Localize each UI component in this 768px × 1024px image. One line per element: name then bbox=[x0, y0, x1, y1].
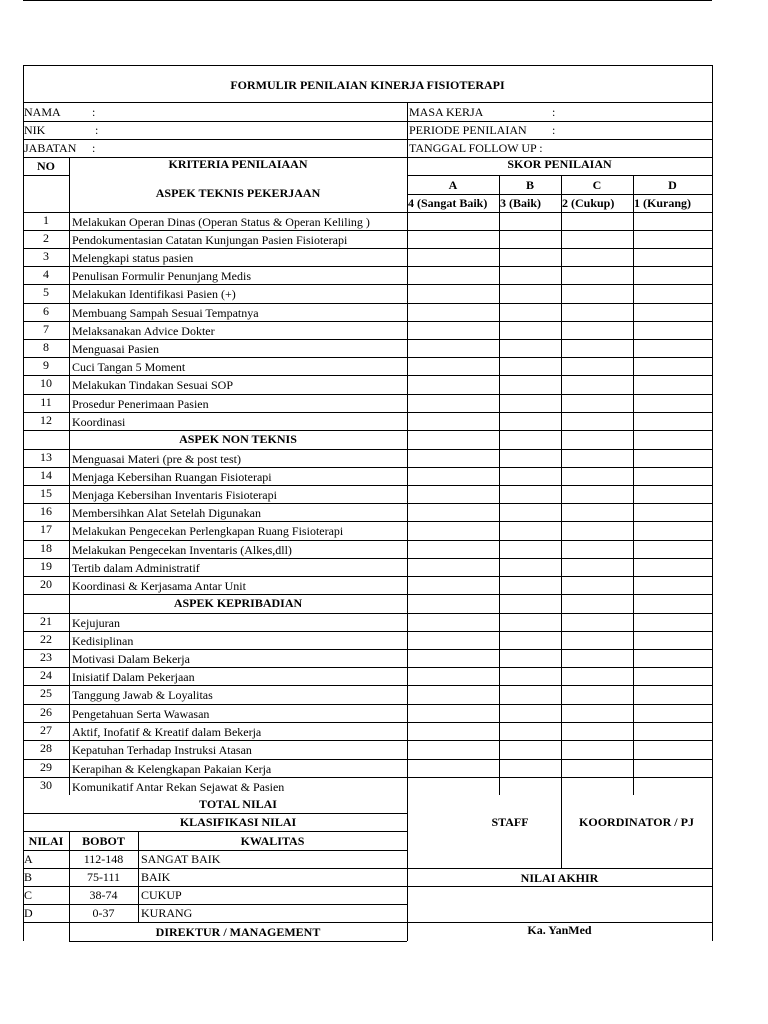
row-number: 15 bbox=[40, 486, 52, 500]
grid-line bbox=[23, 139, 712, 140]
criteria-text: Membersihkan Alat Setelah Digunakan bbox=[72, 506, 261, 520]
grid-line bbox=[23, 649, 712, 650]
field-label: NAMA bbox=[24, 105, 61, 119]
row-number: 7 bbox=[43, 322, 49, 336]
grid-line bbox=[407, 868, 712, 869]
row-number: 12 bbox=[40, 413, 52, 427]
row-number: 26 bbox=[40, 705, 52, 719]
grid-line bbox=[23, 904, 407, 905]
grid-line bbox=[138, 831, 139, 922]
criteria-text: Melaksanakan Advice Dokter bbox=[72, 324, 215, 338]
grid-line bbox=[407, 175, 712, 176]
row-number: 16 bbox=[40, 504, 52, 518]
grid-line bbox=[69, 941, 407, 942]
field-label: NIK bbox=[24, 123, 46, 137]
grid-line bbox=[23, 850, 407, 851]
row-number: 19 bbox=[40, 559, 52, 573]
row-number: 22 bbox=[40, 632, 52, 646]
grid-line bbox=[23, 777, 712, 778]
criteria-text: Kerapihan & Kelengkapan Pakaian Kerja bbox=[72, 762, 272, 776]
criteria-text: Melakukan Pengecekan Perlengkapan Ruang Fisioterapi bbox=[72, 524, 344, 538]
grid-line bbox=[561, 175, 562, 868]
criteria-text: Melakukan Operan Dinas (Operan Status & Operan Keliling ) bbox=[72, 215, 370, 229]
grid-line bbox=[23, 576, 712, 577]
field-colon: : bbox=[552, 105, 556, 119]
row-number: 17 bbox=[40, 522, 52, 536]
score-col-letter: B bbox=[525, 178, 534, 192]
col-bobot: BOBOT bbox=[82, 834, 125, 848]
score-col-label: 4 (Sangat Baik) bbox=[408, 196, 488, 210]
grid-line bbox=[23, 339, 712, 340]
row-number: 3 bbox=[43, 249, 49, 263]
row-number: 29 bbox=[40, 760, 52, 774]
direktur-label: DIREKTUR / MANAGEMENT bbox=[155, 925, 321, 939]
grid-line bbox=[23, 631, 712, 632]
klasifikasi-title: KLASIFIKASI NILAI bbox=[179, 815, 297, 829]
grade-letter: B bbox=[24, 870, 33, 884]
criteria-text: Menguasai Pasien bbox=[72, 342, 159, 356]
row-number: 23 bbox=[40, 650, 52, 664]
field-label: MASA KERJA bbox=[409, 105, 484, 119]
criteria-text: Pengetahuan Serta Wawasan bbox=[72, 707, 210, 721]
criteria-text: Melengkapi status pasien bbox=[72, 251, 194, 265]
nilai-akhir-label: NILAI AKHIR bbox=[520, 871, 599, 885]
row-number: 8 bbox=[43, 340, 49, 354]
field-colon: : bbox=[95, 123, 99, 137]
grid-line bbox=[23, 722, 712, 723]
criteria-text: Cuci Tangan 5 Moment bbox=[72, 360, 186, 374]
total-label: TOTAL NILAI bbox=[199, 797, 277, 811]
grid-line bbox=[23, 248, 712, 249]
grid-line bbox=[23, 521, 712, 522]
row-number: 6 bbox=[43, 304, 49, 318]
row-number: 10 bbox=[40, 376, 52, 390]
grid-line bbox=[23, 540, 712, 541]
grid-line bbox=[23, 375, 712, 376]
grid-line bbox=[23, 0, 712, 1]
criteria-text: Melakukan Tindakan Sesuai SOP bbox=[72, 378, 234, 392]
grade-quality: KURANG bbox=[141, 906, 193, 920]
grid-line bbox=[407, 886, 712, 887]
form-title: FORMULIR PENILAIAN KINERJA FISIOTERAPI bbox=[230, 78, 505, 92]
field-colon: : bbox=[92, 105, 96, 119]
header-no: NO bbox=[37, 159, 55, 173]
grid-line bbox=[23, 449, 712, 450]
frame-top bbox=[23, 65, 712, 66]
criteria-text: Menguasai Materi (pre & post test) bbox=[72, 452, 241, 466]
grid-line bbox=[69, 157, 70, 795]
section-heading: ASPEK TEKNIS PEKERJAAN bbox=[155, 186, 321, 200]
grid-line bbox=[23, 467, 712, 468]
row-number: 30 bbox=[40, 778, 52, 792]
row-number: 18 bbox=[40, 541, 52, 555]
grid-line bbox=[633, 175, 634, 795]
grid-line bbox=[23, 230, 712, 231]
row-number: 27 bbox=[40, 723, 52, 737]
criteria-text: Koordinasi & Kerjasama Antar Unit bbox=[72, 579, 246, 593]
grade-letter: C bbox=[24, 888, 33, 902]
grid-line bbox=[407, 102, 408, 157]
koordinator-label: KOORDINATOR / PJ bbox=[579, 815, 694, 829]
grid-line bbox=[23, 284, 712, 285]
grid-line bbox=[69, 831, 70, 941]
score-col-label: 3 (Baik) bbox=[500, 196, 542, 210]
grid-line bbox=[23, 212, 712, 213]
grid-line bbox=[23, 613, 712, 614]
grid-line bbox=[23, 321, 712, 322]
frame-right bbox=[712, 65, 713, 941]
criteria-text: Motivasi Dalam Bekerja bbox=[72, 652, 190, 666]
grade-quality: SANGAT BAIK bbox=[141, 852, 221, 866]
header-criteria: KRITERIA PENILAIAAN bbox=[168, 157, 308, 171]
row-number: 20 bbox=[40, 577, 52, 591]
grid-line bbox=[23, 175, 69, 176]
row-number: 4 bbox=[43, 267, 49, 281]
grid-line bbox=[23, 303, 712, 304]
grid-line bbox=[23, 558, 712, 559]
grid-line bbox=[23, 886, 407, 887]
row-number: 9 bbox=[43, 358, 49, 372]
grid-line bbox=[23, 594, 712, 595]
score-col-letter: C bbox=[592, 178, 602, 192]
grid-line bbox=[407, 157, 408, 941]
criteria-text: Tertib dalam Administratif bbox=[72, 561, 200, 575]
criteria-text: Aktif, Inofatif & Kreatif dalam Bekerja bbox=[72, 725, 262, 739]
score-col-label: 2 (Cukup) bbox=[562, 196, 615, 210]
grid-line bbox=[23, 430, 712, 431]
row-number: 11 bbox=[40, 395, 52, 409]
criteria-text: Penulisan Formulir Penunjang Medis bbox=[72, 269, 251, 283]
staff-label: STAFF bbox=[491, 815, 529, 829]
field-colon: : bbox=[552, 123, 556, 137]
criteria-text: Kepatuhan Terhadap Instruksi Atasan bbox=[72, 743, 252, 757]
score-col-letter: D bbox=[668, 178, 677, 192]
grid-line bbox=[23, 412, 712, 413]
grade-letter: A bbox=[24, 852, 33, 866]
grid-line bbox=[23, 759, 712, 760]
criteria-text: Komunikatif Antar Rekan Sejawat & Pasien bbox=[72, 780, 285, 794]
criteria-text: Kedisiplinan bbox=[72, 634, 134, 648]
kayanmed-label: Ka. YanMed bbox=[527, 923, 592, 937]
criteria-text: Tanggung Jawab & Loyalitas bbox=[72, 688, 213, 702]
grid-line bbox=[23, 704, 712, 705]
criteria-text: Prosedur Penerimaan Pasien bbox=[72, 397, 209, 411]
row-number: 25 bbox=[40, 686, 52, 700]
grid-line bbox=[23, 485, 712, 486]
grid-line bbox=[23, 667, 712, 668]
col-nilai: NILAI bbox=[28, 834, 64, 848]
score-col-letter: A bbox=[448, 178, 458, 192]
criteria-text: Membuang Sampah Sesuai Tempatnya bbox=[72, 306, 259, 320]
grade-quality: BAIK bbox=[141, 870, 171, 884]
grid-line bbox=[23, 503, 712, 504]
grid-line bbox=[23, 357, 712, 358]
grid-line bbox=[23, 121, 712, 122]
grade-quality: CUKUP bbox=[141, 888, 182, 902]
row-number: 2 bbox=[43, 231, 49, 245]
row-number: 28 bbox=[40, 741, 52, 755]
row-number: 21 bbox=[40, 614, 52, 628]
row-number: 14 bbox=[40, 468, 52, 482]
field-label: TANGGAL FOLLOW UP : bbox=[409, 141, 543, 155]
criteria-text: Kejujuran bbox=[72, 616, 120, 630]
grade-range: 0-37 bbox=[92, 906, 115, 920]
grid-line bbox=[23, 868, 407, 869]
grid-line bbox=[23, 813, 407, 814]
row-number: 1 bbox=[43, 213, 49, 227]
grid-line bbox=[23, 740, 712, 741]
row-number: 13 bbox=[40, 450, 52, 464]
section-heading: ASPEK KEPRIBADIAN bbox=[173, 596, 303, 610]
grade-range: 75-111 bbox=[86, 870, 121, 884]
row-number: 24 bbox=[40, 668, 52, 682]
criteria-text: Menjaga Kebersihan Ruangan Fisioterapi bbox=[72, 470, 272, 484]
grid-line bbox=[23, 394, 712, 395]
criteria-text: Melakukan Identifikasi Pasien (+) bbox=[72, 287, 236, 301]
field-colon: : bbox=[92, 141, 96, 155]
grade-letter: D bbox=[24, 906, 33, 920]
criteria-text: Melakukan Pengecekan Inventaris (Alkes,dll) bbox=[72, 543, 292, 557]
grid-line bbox=[407, 194, 712, 195]
grade-range: 38-74 bbox=[89, 888, 118, 902]
criteria-text: Pendokumentasian Catatan Kunjungan Pasien Fisioterapi bbox=[72, 233, 348, 247]
field-label: PERIODE PENILAIAN bbox=[409, 123, 527, 137]
grade-range: 112-148 bbox=[83, 852, 124, 866]
col-kwalitas: KWALITAS bbox=[240, 834, 305, 848]
grid-line bbox=[23, 922, 407, 923]
row-number: 5 bbox=[43, 285, 49, 299]
grid-line bbox=[23, 266, 712, 267]
criteria-text: Inisiatif Dalam Pekerjaan bbox=[72, 670, 195, 684]
header-score: SKOR PENILAIAN bbox=[507, 157, 612, 171]
criteria-text: Menjaga Kebersihan Inventaris Fisioterapi bbox=[72, 488, 277, 502]
score-col-label: 1 (Kurang) bbox=[634, 196, 691, 210]
grid-line bbox=[23, 102, 712, 103]
grid-line bbox=[499, 175, 500, 795]
section-heading: ASPEK NON TEKNIS bbox=[179, 432, 297, 446]
field-label: JABATAN bbox=[24, 141, 77, 155]
criteria-text: Koordinasi bbox=[72, 415, 126, 429]
grid-line bbox=[23, 831, 407, 832]
grid-line bbox=[23, 685, 712, 686]
